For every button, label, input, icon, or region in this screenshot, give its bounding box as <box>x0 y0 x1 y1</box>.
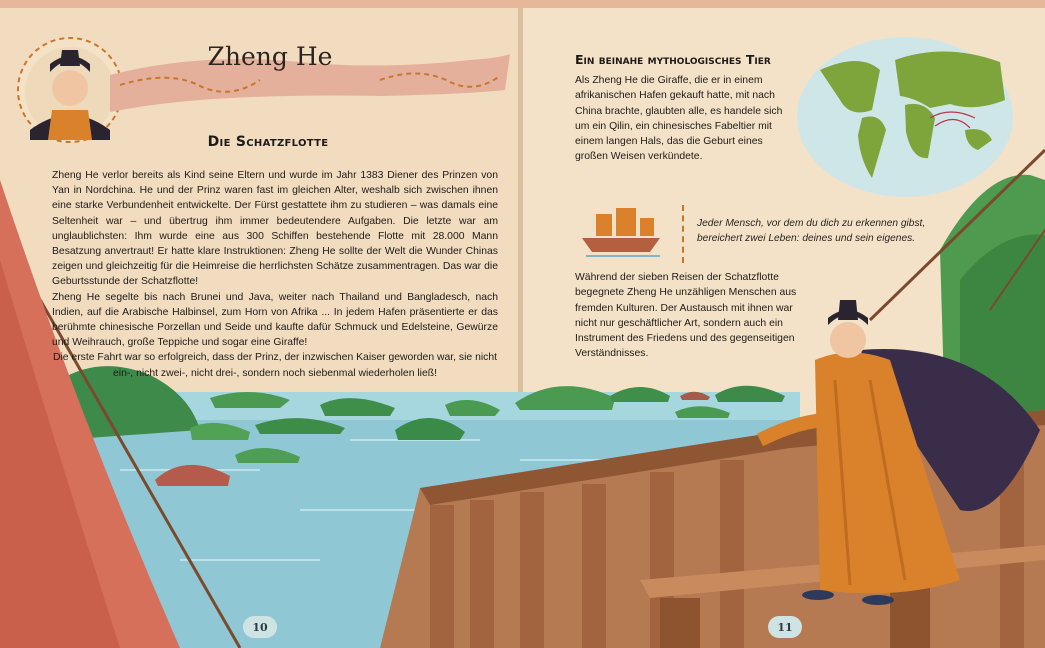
quote-divider <box>682 205 687 263</box>
page-title: Zheng He <box>207 42 333 71</box>
page-number-right: 11 <box>768 616 802 638</box>
body-text-left <box>52 168 498 381</box>
body-text-giraffe: Als Zheng He die Giraffe, die er in einem afrikanischen Hafen gekauft hatte, mit nach China brachte, glaubten alle, es handele sich um ein Qilin, ein chinesisches Fabeltier mit einem langen Hals, das die Geburt eines großen Weisen verkündete. <box>575 75 783 163</box>
paragraph: Zheng He verlor bereits als Kind seine Eltern und wurde im Jahr 1383 Diener des Prinzen von Yan in Nordchina. He und der Prinz waren fast im gleichen Alter, weshalb sich zwischen ihnen eine starke Verbundenheit entwickelte. Der Fürst gestattete ihm zu studieren – was damals eine Seltenheit war – und übertrug ihm immer bedeutendere Aufgaben. Die letzte war am unglaublichsten: Ihm wurde eine aus 300 Schiffen bestehende Flotte mit 28.000 Mann Besatzung anvertraut! Er hatte klare Instruktionen: Zheng He sollte der Welt die Wunder Chinas zeigen und gleichzeitig für die Heimreise die herrlichsten Schätze zusammentragen. Das war die Geburtsstunde der Schatzflotte! <box>52 170 498 288</box>
paragraph: Zheng He segelte bis nach Brunei und Java, weiter nach Thailand und Bangladesch, nach Indien, auf die Arabische Halbinsel, zum Horn von Afrika ... In jedem Hafen präsentierte er das berühmte chinesische Porzellan und Seide und kaufte dafür Schmuck und Edelsteine, Gewürze und Weihrauch, große Teppiche und sogar eine Giraffe! <box>52 291 498 349</box>
quote: Jeder Mensch, vor dem du dich zu erkennen gibst, bereichert zwei Leben: deines und sein eigenes. <box>697 218 926 244</box>
portrait <box>18 38 122 142</box>
paragraph: Die erste Fahrt war so erfolgreich, dass der Prinz, der inzwischen Kaiser geworden war, sie nicht ein-, nicht zwei-, nicht drei-, sondern noch siebenmal wiederholen ließ! <box>52 352 498 379</box>
section-heading-tier: Ein beinahe mythologisches Tier <box>575 52 771 67</box>
body-text-voyages: Während der sieben Reisen der Schatzflotte begegnete Zheng He unzähligen Menschen aus fremden Kulturen. Der Austausch mit ihnen war nicht nur geschäftlicher Art, sondern auch ein Instrument des Friedens und des gegenseitigen Verständnisses. <box>575 272 797 360</box>
page-number-left: 10 <box>243 616 277 638</box>
section-heading-schatzflotte: Die Schatzflotte <box>207 134 329 150</box>
world-map <box>797 37 1013 197</box>
